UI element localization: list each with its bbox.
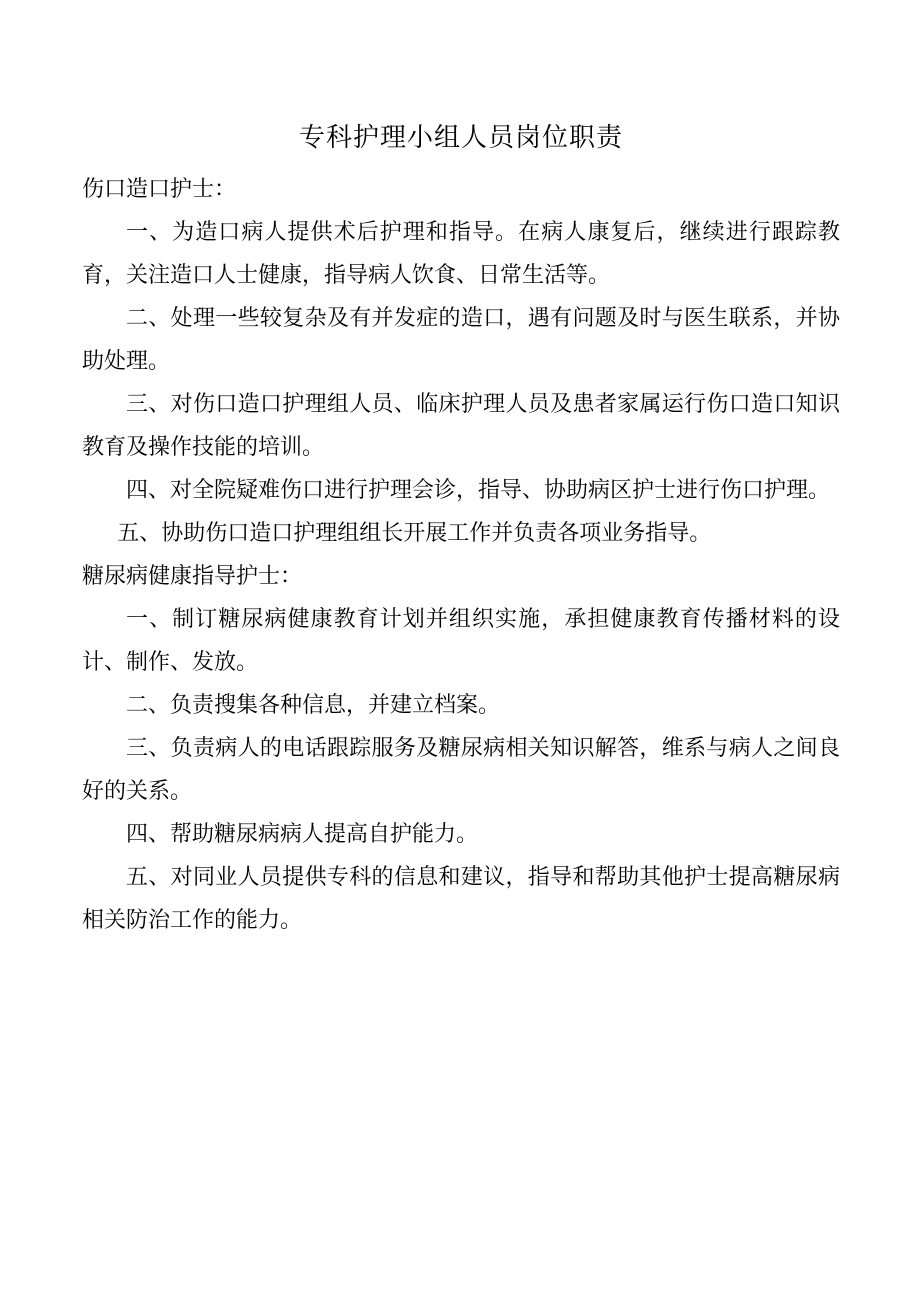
duty-item: 四、对全院疑难伤口进行护理会诊，指导、协助病区护士进行伤口护理。 [126, 478, 831, 503]
duty-item: 五、对同业人员提供专科的信息和建议，指导和帮助其他护士提高糖尿病相关防治工作的能力。 [82, 865, 840, 933]
duty-item: 三、负责病人的电话跟踪服务及糖尿病相关知识解答，维系与病人之间良好的关系。 [82, 736, 840, 804]
duty-item: 一、制订糖尿病健康教育计划并组织实施，承担健康教育传播材料的设计、制作、发放。 [82, 607, 840, 675]
section-heading: 糖尿病健康指导护士： [82, 564, 303, 589]
duty-item: 二、处理一些较复杂及有并发症的造口，遇有问题及时与医生联系，并协助处理。 [82, 306, 840, 374]
document-page [82, 118, 840, 942]
duty-item: 一、为造口病人提供术后护理和指导。在病人康复后，继续进行跟踪教育，关注造口人士健康，指导病人饮食、日常生活等。 [82, 220, 840, 288]
duty-item: 五、协助伤口造口护理组组长开展工作并负责各项业务指导。 [117, 521, 712, 546]
section-heading: 伤口造口护士： [82, 177, 237, 202]
document-title: 专科护理小组人员岗位职责 [298, 123, 623, 153]
duty-item: 四、帮助糖尿病病人提高自护能力。 [126, 822, 479, 847]
section-wound-ostomy-nurse [82, 168, 840, 555]
duty-item: 二、负责搜集各种信息，并建立档案。 [126, 693, 501, 718]
duty-item: 三、对伤口造口护理组人员、临床护理人员及患者家属运行伤口造口知识教育及操作技能的培训。 [82, 392, 840, 460]
section-diabetes-nurse [82, 555, 840, 942]
